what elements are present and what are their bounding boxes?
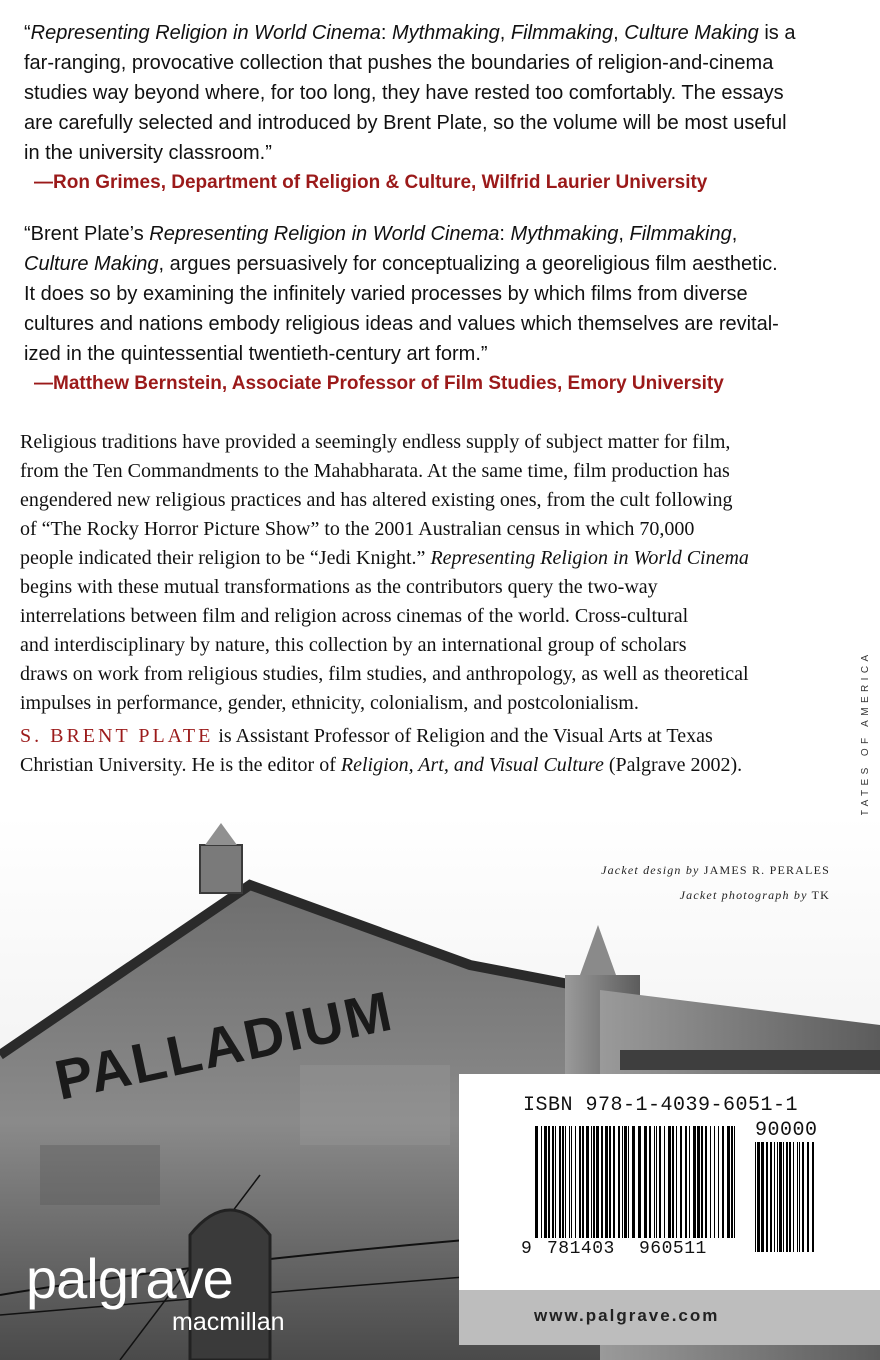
barcode-bar — [569, 1126, 570, 1238]
isbn-barcode — [535, 1126, 735, 1256]
publisher-logo-sub: macmillan — [172, 1308, 285, 1336]
author-bio-text: is Assistant Professor of Religion and the Visual Arts at Texas — [213, 725, 713, 747]
text-line: far-ranging, provocative collection that pushes the boundaries of religion-and-cinema — [24, 52, 774, 74]
barcode-bar — [579, 1126, 581, 1238]
barcode-bar — [774, 1142, 775, 1252]
barcode-bar — [697, 1126, 700, 1238]
barcode-bar — [605, 1126, 608, 1238]
barcode-bar — [582, 1126, 584, 1238]
barcode-bar — [693, 1126, 696, 1238]
author-bio-line1 — [20, 722, 835, 751]
barcode-bar — [727, 1126, 730, 1238]
barcode-bar — [555, 1126, 556, 1238]
barcode-bar — [664, 1126, 665, 1238]
barcode-bar — [593, 1126, 595, 1238]
barcode-bar — [812, 1142, 814, 1252]
palladium-sign: PALLADIUM — [49, 978, 399, 1112]
barcode-bar — [802, 1142, 804, 1252]
barcode-bar — [613, 1126, 615, 1238]
barcode-bar — [591, 1126, 592, 1238]
barcode-bar — [575, 1126, 576, 1238]
barcode-bar — [659, 1126, 661, 1238]
barcode-bar — [565, 1126, 566, 1238]
jacket-photo-credit — [440, 888, 830, 903]
text-line: in the university classroom.” — [24, 142, 272, 164]
barcode-bar — [622, 1126, 623, 1238]
isbn-text: ISBN 978-1-4039-6051-1 — [523, 1094, 799, 1117]
text-line: studies way beyond where, for too long, they have rested too comfortably. The essays — [24, 82, 784, 104]
quote-2-attribution: —Matthew Bernstein, Associate Professor of Film Studies, Emory University — [34, 373, 724, 394]
book-description — [20, 428, 835, 718]
barcode-bar — [638, 1126, 641, 1238]
text-line: are carefully selected and introduced by Brent Plate, so the volume will be most useful — [24, 112, 787, 134]
barcode-bar — [799, 1142, 800, 1252]
barcode-box — [459, 1074, 880, 1290]
text-line: engendered new religious practices and has altered existing ones, from the cult following — [20, 489, 733, 511]
photo-label: Jacket photograph by — [679, 888, 808, 902]
barcode-bar — [552, 1126, 554, 1238]
barcode-bar — [535, 1126, 538, 1238]
barcode-bar — [722, 1126, 724, 1238]
text-line: Religious traditions have provided a seemingly endless supply of subject matter for film, — [20, 431, 731, 453]
description-text — [20, 428, 835, 718]
barcode-bar — [770, 1142, 772, 1252]
text-line: “Representing Religion in World Cinema: Mythmaking, Filmmaking, Culture Making is a — [24, 22, 796, 44]
barcode-bar — [672, 1126, 674, 1238]
barcode-bar — [705, 1126, 707, 1238]
barcode-bar — [797, 1142, 798, 1252]
jacket-credits — [440, 863, 830, 903]
design-label: Jacket design by — [601, 863, 700, 877]
barcode-bar — [807, 1142, 809, 1252]
barcode-bar — [618, 1126, 620, 1238]
text-line: It does so by examining the infinitely varied processes by which films from diverse — [24, 283, 748, 305]
jacket-design-credit — [440, 863, 830, 878]
barcode-bar — [644, 1126, 647, 1238]
barcode-bar — [789, 1142, 791, 1252]
designer-name: JAMES R. PERALES — [703, 863, 830, 877]
quote-2 — [24, 219, 864, 399]
author-bio — [20, 722, 835, 780]
barcode-bar — [632, 1126, 635, 1238]
price-code: 90000 — [755, 1119, 818, 1142]
text-line: impulses in performance, gender, ethnicity, colonialism, and postcolonialism. — [20, 692, 639, 714]
barcode-bar — [755, 1142, 756, 1252]
text-line: people indicated their religion to be “Jedi Knight.” Representing Religion in World Cinema — [20, 547, 749, 569]
barcode-bar — [624, 1126, 627, 1238]
barcode-bar — [777, 1142, 778, 1252]
text-line: “Brent Plate’s Representing Religion in World Cinema: Mythmaking, Filmmaking, — [24, 223, 738, 245]
photographer-name: TK — [811, 888, 830, 902]
barcode-bar — [766, 1142, 768, 1252]
barcode-bar — [714, 1126, 715, 1238]
barcode-digits-right: 960511 — [639, 1239, 707, 1259]
barcode-bar — [731, 1126, 733, 1238]
barcode-bar — [544, 1126, 547, 1238]
barcode-bar — [680, 1126, 682, 1238]
price-barcode — [755, 1142, 817, 1252]
quote-1-attribution: —Ron Grimes, Department of Religion & Culture, Wilfrid Laurier University — [34, 172, 708, 193]
text-line: begins with these mutual transformations as the contributors query the two-way — [20, 576, 658, 598]
barcode-bar — [685, 1126, 687, 1238]
barcode-bar — [596, 1126, 599, 1238]
author-bio-line2: Christian University. He is the editor of Religion, Art, and Visual Culture (Palgrave 2002). — [20, 754, 743, 776]
barcode-bar — [783, 1142, 784, 1252]
barcode-bar — [586, 1126, 589, 1238]
publisher-logo: palgrave — [26, 1247, 233, 1310]
url-strip — [459, 1290, 880, 1345]
barcode-bar — [757, 1142, 760, 1252]
quote-1-text — [24, 18, 864, 168]
barcode-bar — [701, 1126, 703, 1238]
barcode-bar — [734, 1126, 735, 1238]
author-name: S. BRENT PLATE — [20, 725, 214, 747]
text-line: ized in the quintessential twentieth-century art form.” — [24, 343, 488, 365]
barcode-bar — [559, 1126, 561, 1238]
barcode-bar — [710, 1126, 711, 1238]
barcode-bar — [649, 1126, 651, 1238]
text-line: cultures and nations embody religious ideas and values which themselves are revital- — [24, 313, 779, 335]
barcode-bar — [761, 1142, 764, 1252]
barcode-bar — [718, 1126, 719, 1238]
quote-2-text — [24, 219, 864, 369]
barcode-digit-first: 9 — [521, 1239, 533, 1259]
text-line: from the Ten Commandments to the Mahabharata. At the same time, film production has — [20, 460, 730, 482]
barcode-bar — [609, 1126, 611, 1238]
barcode-bar — [786, 1142, 788, 1252]
barcode-bar — [601, 1126, 603, 1238]
barcode-bar — [689, 1126, 690, 1238]
barcode-bar — [676, 1126, 677, 1238]
barcode-bar — [628, 1126, 629, 1238]
quote-1 — [24, 18, 864, 198]
barcode-bar — [779, 1142, 782, 1252]
barcode-bar — [668, 1126, 671, 1238]
text-line: interrelations between film and religion across cinemas of the world. Cross-cultural — [20, 605, 689, 627]
barcode-bar — [562, 1126, 564, 1238]
barcode-digits-left: 781403 — [547, 1239, 615, 1259]
barcode-bar — [656, 1126, 657, 1238]
text-line: of “The Rocky Horror Picture Show” to the 2001 Australian census in which 70,000 — [20, 518, 695, 540]
barcode-bar — [548, 1126, 550, 1238]
barcode-bar — [571, 1126, 572, 1238]
publisher-url[interactable]: www.palgrave.com — [534, 1306, 720, 1325]
barcode-bar — [541, 1126, 542, 1238]
text-line: Culture Making, argues persuasively for conceptualizing a georeligious film aesthetic. — [24, 253, 778, 275]
barcode-bar — [654, 1126, 655, 1238]
text-line: and interdisciplinary by nature, this collection by an international group of scholars — [20, 634, 687, 656]
barcode-bar — [793, 1142, 794, 1252]
text-line: draws on work from religious studies, film studies, and anthropology, as well as theoretical — [20, 663, 749, 685]
